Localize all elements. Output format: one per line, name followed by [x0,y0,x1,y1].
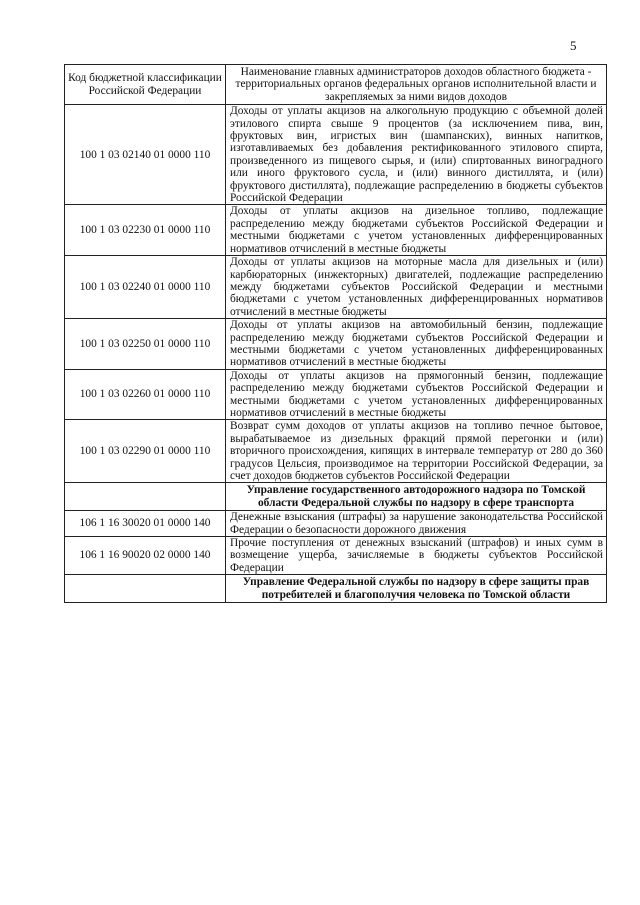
revenue-description: Доходы от уплаты акцизов на дизельное топливо, подлежащие распределению между бюджетами субъектов Российской Федерации и местными бюджетами с учетом установленных дифференцированных нормативов отчислений в местные бюджеты [226,205,607,256]
table-row [65,511,607,537]
revenue-description: Доходы от уплаты акцизов на прямогонный бензин, подлежащие распределению между бюджетами субъектов Российской Федерации и местными бюджетами с учетом установленных дифференцированных нормативов отчислений в местные бюджеты [226,369,607,420]
table-row [65,319,607,370]
revenue-description: Денежные взыскания (штрафы) за нарушение законодательства Российской Федерации о безопасности дорожного движения [226,511,607,537]
budget-code: 100 1 03 02240 01 0000 110 [65,256,226,319]
table-row [65,205,607,256]
budget-code: 106 1 16 90020 02 0000 140 [65,537,226,575]
revenue-description: Прочие поступления от денежных взысканий (штрафов) и иных сумм в возмещение ущерба, зачисляемые в бюджеты субъектов Российской Федерации [226,537,607,575]
budget-code: 100 1 03 02290 01 0000 110 [65,420,226,483]
table-row [65,256,607,319]
table-section-row [65,483,607,511]
administrator-heading: Управление государственного автодорожного надзора по Томской области Федеральной службы по надзору в сфере транспорта [226,483,607,511]
revenue-description: Доходы от уплаты акцизов на автомобильный бензин, подлежащие распределению между бюджетами субъектов Российской Федерации и местными бюджетами с учетом установленных дифференцированных нормативов отчислений в местные бюджеты [226,319,607,370]
administrator-heading: Управление Федеральной службы по надзору в сфере защиты прав потребителей и благополучия человека по Томской области [226,575,607,603]
budget-code: 106 1 16 30020 01 0000 140 [65,511,226,537]
table-row [65,420,607,483]
revenue-description: Доходы от уплаты акцизов на моторные масла для дизельных и (или) карбюраторных (инжекторных) двигателей, подлежащие распределению между бюджетами субъектов Российской Федерации и местными бюджетами с учетом установленных дифференцированных нормативов отчислений в местные бюджеты [226,256,607,319]
budget-code [65,483,226,511]
budget-code: 100 1 03 02250 01 0000 110 [65,319,226,370]
revenue-description: Доходы от уплаты акцизов на алкогольную продукцию с объемной долей этилового спирта свыше 9 процентов (за исключением пива, вин, фруктовых вин, игристых вин (шампанских), винных напитков, изготавливаемых без добавления ректификованного этилового спирта, произведенного из пищевого сырья, и (или) спиртованных виноградного или иного фруктового сусла, и (или) винного дистиллята, и (или) фруктового дистиллята), подлежащие распределению в бюджеты субъектов Российской Федерации [226,105,607,205]
header-name: Наименование главных администраторов доходов областного бюджета - территориальных органов федеральных органов исполнительной власти и закрепляемых за ними видов доходов [226,65,607,105]
budget-code: 100 1 03 02230 01 0000 110 [65,205,226,256]
page-number: 5 [570,38,577,53]
header-code: Код бюджетной классификации Российской Федерации [65,65,226,105]
revenue-administrators-table [64,64,607,603]
table-header-row [65,65,607,105]
table-row [65,105,607,205]
revenue-description: Возврат сумм доходов от уплаты акцизов на топливо печное бытовое, вырабатываемое из дизельных фракций прямой перегонки и (или) вторичного происхождения, кипящих в интервале температур от 280 до 360 градусов Цельсия, производимое на территории Российской Федерации, за счет доходов бюджетов субъектов Российской Федерации [226,420,607,483]
budget-code: 100 1 03 02140 01 0000 110 [65,105,226,205]
table-section-row [65,575,607,603]
table-row [65,537,607,575]
budget-code: 100 1 03 02260 01 0000 110 [65,369,226,420]
budget-code [65,575,226,603]
table-row [65,369,607,420]
